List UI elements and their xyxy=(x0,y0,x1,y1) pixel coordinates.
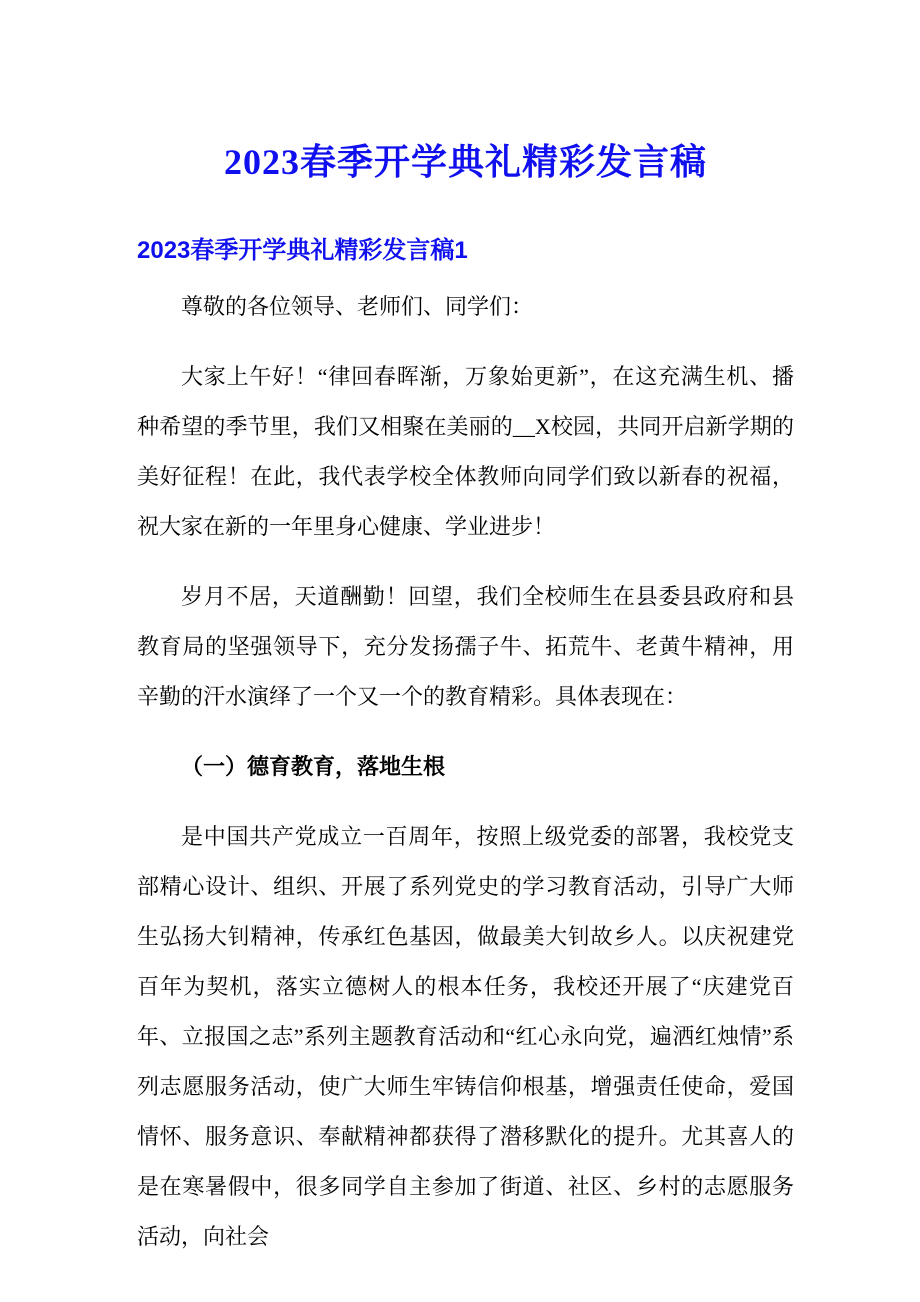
paragraph-greeting: 大家上午好！“律回春晖渐，万象始更新”，在这充满生机、播种希望的季节里，我们又相聚在美丽的__X校园，共同开启新学期的美好征程！在此，我代表学校全体教师向同学们致以新春的祝福，祝大家在新的一年里身心健康、学业进步！ xyxy=(137,364,794,539)
subsection-heading-moral-education: （一）德育教育，落地生根 xyxy=(181,754,446,779)
paragraph-year-review: 岁月不居，天道酬勤！回望，我们全校师生在县委县政府和县教育局的坚强领导下，充分发扬孺子牛、拓荒牛、老黄牛精神，用辛勤的汗水演绎了一个又一个的教育精彩。具体表现在： xyxy=(137,584,794,709)
paragraph-moral-education-detail: 是中国共产党成立一百周年，按照上级党委的部署，我校党支部精心设计、组织、开展了系列党史的学习教育活动，引导广大师生弘扬大钊精神，传承红色基因，做最美大钊故乡人。以庆祝建党百年为契机，落实立德树人的根本任务，我校还开展了“庆建党百年、立报国之志”系列主题教育活动和“红心永向党，遍洒红烛情”系列志愿服务活动，使广大师生牢铸信仰根基，增强责任使命，爱国情怀、服务意识、奉献精神都获得了潜移默化的提升。尤其喜人的是在寒暑假中，很多同学自主参加了街道、社区、乡村的志愿服务活动，向社会 xyxy=(137,824,794,1249)
paragraph-salutation: 尊敬的各位领导、老师们、同学们： xyxy=(181,294,534,319)
speech-section-title: 2023春季开学典礼精彩发言稿1 xyxy=(137,237,468,264)
document-title: 2023春季开学典礼精彩发言稿 xyxy=(223,142,707,182)
